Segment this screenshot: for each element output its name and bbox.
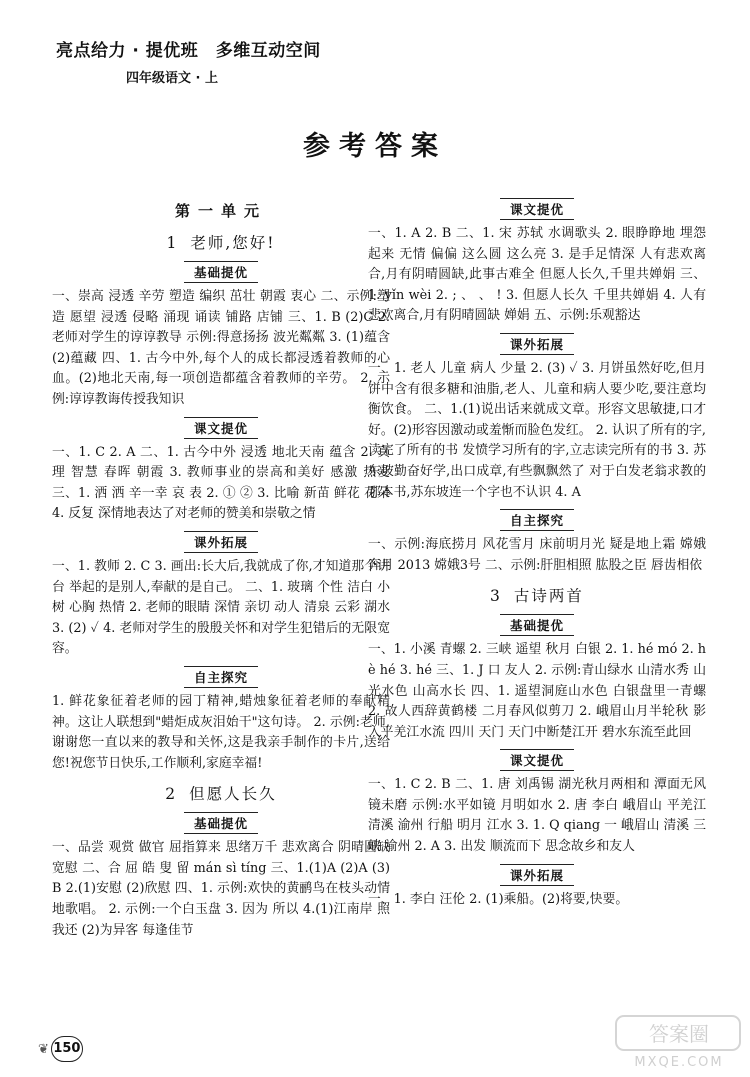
section-label: 课文提优 (368, 749, 706, 771)
lesson-number: 2 (165, 785, 178, 804)
lesson-title: 但愿人长久 (189, 785, 277, 804)
answer-text: 一、1. C 2. A 二、1. 古今中外 浸透 地北天南 蕴含 2. 真理 智慧 春晖 朝霞 3. 教师事业的崇高和美好 感激 热爱 三、1. 洒 洒 辛一幸 哀 表 2. ① ② 3. 比喻 新苗 鲜花 花朵 4. 反复 深情地表达了对老师的赞美和崇敬之情 (52, 444, 390, 522)
section-label: 基础提优 (52, 812, 390, 834)
lesson-heading (52, 231, 390, 253)
leaf-icon: ❦ (38, 1041, 49, 1057)
answer-text: 一、1. C 2. B 二、1. 唐 刘禹锡 湖光秋月两相和 潭面无风镜未磨 示例:水平如镜 月明如水 2. 唐 李白 峨眉山 平羌江 清溪 渝州 行船 明月 江水 3. 1. Q qiang 一 峨眉山 清溪 三峡 渝州 2. A 3. 出发 顺流而下 思念故乡和友人 (368, 777, 706, 855)
lesson-title: 古诗两首 (513, 587, 584, 606)
answer-text: 1. 鲜花象征着老师的园丁精神,蜡烛象征着老师的奉献精神。这让人联想到"蜡炬成灰泪始干"这句诗。 2. 示例:老师,谢谢您一直以来的教导和关怀,这是我亲手制作的卡片,送给您!祝您节日快乐,工作顺利,家庭幸福! (52, 693, 390, 771)
answer-text: 一、示例:海底捞月 风花雪月 床前明月光 疑是地上霜 嫦娥奔月 2013 嫦娥3号 二、示例:肝胆相照 肱股之臣 唇齿相依 (368, 537, 706, 573)
lesson-number: 3 (490, 587, 502, 606)
svg-text:答案圈: 答案圈 (649, 1022, 709, 1046)
section-label: 课外拓展 (368, 333, 706, 355)
answer-text: 一、1. 小溪 青螺 2. 三峡 遥望 秋月 白银 2. 1. hé mó 2. hè hé 3. hé 三、1. J 口 友人 2. 示例:青山绿水 山清水秀 山光水色 山高水长 四、1. 遥望洞庭山水色 白银盘里一青螺 2. 故人西辞黄鹤楼 二月春风似剪刀 2. 峨眉山月半轮秋 影入平羌江水流 四川 天门 天门中断楚江开 碧水东流至此回 (368, 642, 706, 740)
section-label: 自主探究 (52, 666, 390, 688)
page-footer (38, 1036, 83, 1062)
answer-text: 一、崇高 浸透 辛劳 塑造 编织 茁壮 朝霞 衷心 二、示例:塑造 愿望 浸透 侵略 涌现 诵读 铺路 店铺 三、1. B (2)C 2. 老师对学生的谆谆教导 示例:得意扬扬 波光粼粼 3. (1)蕴含 (2)蕴藏 四、1. 古今中外,每个人的成长都浸透着教师的心血。(2)地北天南,每一项创造都蕴含着教师的辛劳。 2. 示例:谆谆教诲传授我知识 (52, 289, 390, 407)
answer-text: 一、1. 李白 汪伦 2. (1)乘船。(2)将要,快要。 (368, 891, 629, 907)
answer-text: 一、1. A 2. B 二、1. 宋 苏轼 水调歌头 2. 眼睁睁地 埋怨起来 无情 偏偏 这么圆 这么亮 3. 是手足情深 人有悲欢离合,月有阴晴圆缺,此事古难全 但愿人长久,千里共婵娟 三、1. yǐn wèi 2. ; 、 、 ! 3. 但愿人长久 千里共婵娟 4. 人有悲欢离合,月有阴晴圆缺 婵娟 五、示例:乐观豁达 (368, 226, 706, 324)
left-column (52, 192, 390, 941)
answer-text: 一、品尝 观赏 做官 屈指算来 思绪万千 悲欢离合 阴晴圆缺 宽慰 二、合 屈 皓 叟 留 mán sì tíng 三、1.(1)A (2)A (3)B 2.(1)安慰 (2)欣慰 四、1. 示例:欢快的黄鹂鸟在枝头动情地歌唱。 2. 示例:一个白玉盘 3. 因为 所以 4.(1)江南岸 照我还 (2)为异客 每逢佳节 (52, 840, 390, 938)
section-label: 自主探究 (368, 509, 706, 531)
grade-subtitle: 四年级语文 · 上 (126, 71, 218, 86)
answer-text: 一、1. 老人 儿童 病人 少量 2. (3) ✓ 3. 月饼虽然好吃,但月饼中含有很多糖和油脂,老人、儿童和病人要少吃,要注意均衡饮食。 二、1.(1)说出话来就成文章。形容文思敏捷,口才好。(2)形容因激动或羞惭而脸色发红。 2. 认识了所有的字,读完了所有的书 发愤学习所有的字,立志读完所有的书 3. 苏东坡勤奋好学,出口成章,有些飘飘然了 对于白发老翁求教的那本书,苏东坡连一个字也不认识 4. A (368, 360, 706, 500)
answer-text: 一、1. 教师 2. C 3. 画出:长大后,我就成了你,才知道那个讲台 举起的是别人,奉献的是自己。 二、1. 玻璃 个性 洁白 小树 心胸 热情 2. 老师的眼睛 深情 亲切 动人 清泉 云彩 湖水 3. (2) ✓ 4. 老师对学生的殷殷关怀和对学生犯错后的无限宽容。 (52, 558, 390, 657)
unit-heading: 第一单元 (174, 202, 267, 220)
right-column (368, 192, 706, 910)
page-header (56, 36, 321, 86)
section-label: 基础提优 (368, 614, 706, 636)
section-label: 课外拓展 (368, 864, 706, 886)
lesson-title: 老师,您好! (190, 234, 276, 252)
section-label: 课文提优 (52, 417, 390, 439)
lesson-heading (52, 782, 390, 804)
svg-text:MXQE.COM: MXQE.COM (634, 1055, 724, 1070)
lesson-heading (368, 584, 706, 606)
series-title: 亮点给力 · 提优班 多维互动空间 (56, 41, 321, 61)
watermark-logo (614, 1012, 744, 1072)
section-label: 课外拓展 (52, 531, 390, 553)
lesson-number: 1 (166, 234, 179, 252)
section-label: 基础提优 (52, 261, 390, 283)
section-label: 课文提优 (368, 198, 706, 220)
page-number: 150 (51, 1036, 83, 1062)
page-title: 参考答案 (303, 131, 447, 162)
